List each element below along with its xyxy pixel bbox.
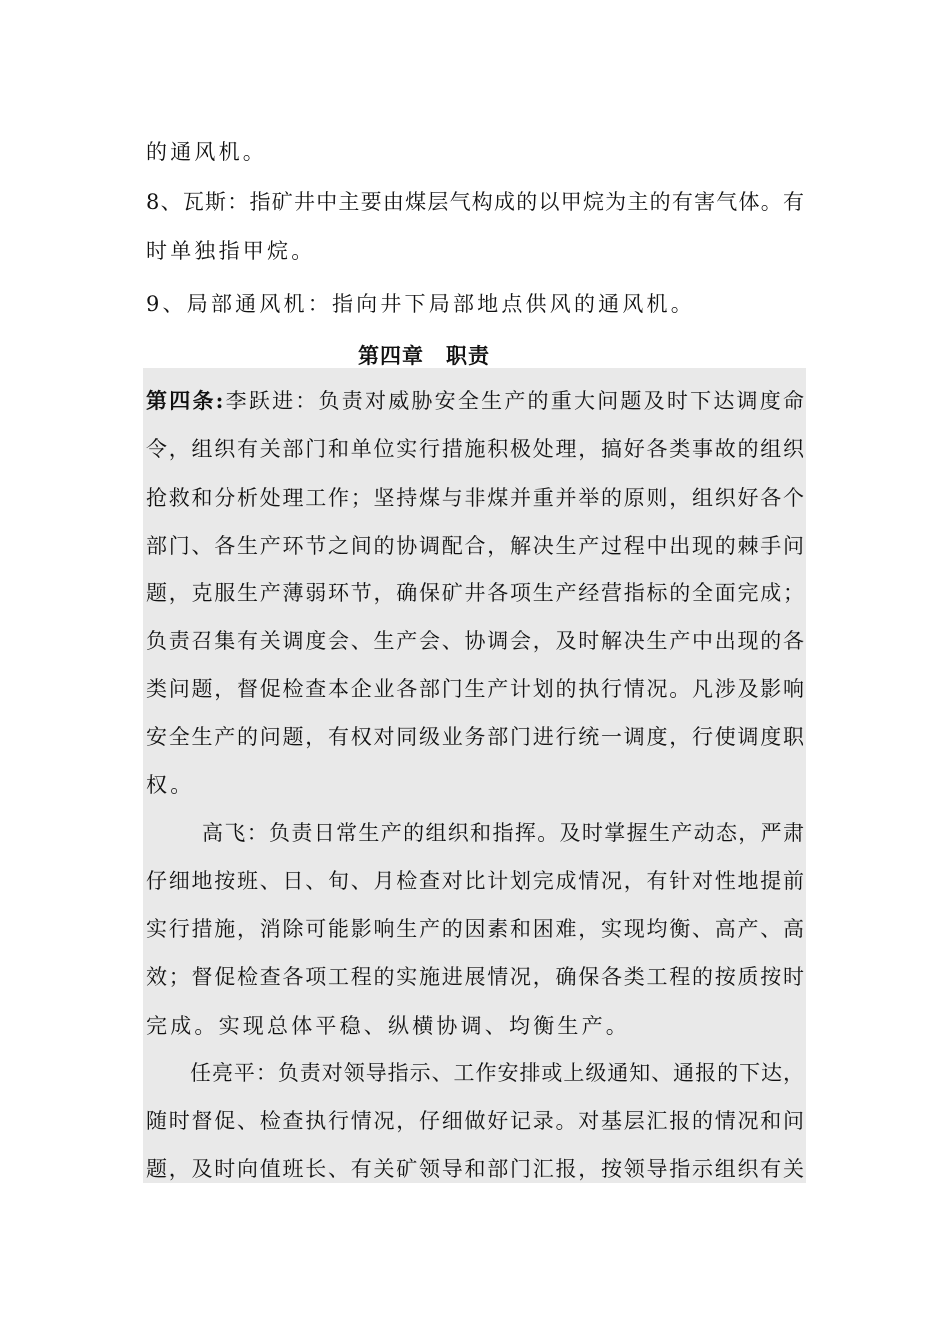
article-first-line	[146, 388, 804, 414]
paragraph-line: 完成。实现总体平稳、纵横协调、均衡生产。	[146, 1014, 630, 1038]
paragraph-line: 随时督促、检查执行情况，仔细做好记录。对基层汇报的情况和问	[146, 1109, 804, 1133]
article-label: 第四条:	[146, 388, 224, 413]
paragraph-line: 9、局部通风机：指向井下局部地点供风的通风机。	[146, 292, 695, 316]
paragraph-line: 类问题，督促检查本企业各部门生产计划的执行情况。凡涉及影响	[146, 677, 804, 701]
paragraph-line: 的通风机。	[146, 140, 267, 164]
paragraph-line: 部门、各生产环节之间的协调配合，解决生产过程中出现的棘手问	[146, 534, 804, 558]
paragraph-line: 负责召集有关调度会、生产会、协调会，及时解决生产中出现的各	[146, 629, 804, 653]
paragraph-line: 题，及时向值班长、有关矿领导和部门汇报，按领导指示组织有关	[146, 1157, 804, 1181]
paragraph-line: 任亮平：负责对领导指示、工作安排或上级通知、通报的下达，	[190, 1061, 804, 1085]
paragraph-line: 效；督促检查各项工程的实施进展情况，确保各类工程的按质按时	[146, 965, 804, 989]
paragraph-line: 8、瓦斯：指矿井中主要由煤层气构成的以甲烷为主的有害气体。有	[146, 190, 804, 214]
paragraph-line: 令，组织有关部门和单位实行措施积极处理，搞好各类事故的组织	[146, 437, 804, 461]
paragraph-line: 安全生产的问题，有权对同级业务部门进行统一调度，行使调度职	[146, 725, 804, 749]
paragraph-line: 时单独指甲烷。	[146, 239, 316, 263]
chapter-title: 第四章 职责	[358, 343, 490, 368]
paragraph-line: 抢救和分析处理工作；坚持煤与非煤并重并举的原则，组织好各个	[146, 486, 804, 510]
article-text: 李跃进：负责对威胁安全生产的重大问题及时下达调度命	[223, 389, 804, 413]
paragraph-line: 高飞：负责日常生产的组织和指挥。及时掌握生产动态，严肃	[202, 821, 804, 845]
paragraph-line: 仔细地按班、日、旬、月检查对比计划完成情况，有针对性地提前	[146, 869, 804, 893]
paragraph-line: 题，克服生产薄弱环节，确保矿井各项生产经营指标的全面完成；	[146, 581, 804, 605]
paragraph-line: 权。	[146, 773, 195, 797]
paragraph-line: 实行措施，消除可能影响生产的因素和困难，实现均衡、高产、高	[146, 917, 804, 941]
